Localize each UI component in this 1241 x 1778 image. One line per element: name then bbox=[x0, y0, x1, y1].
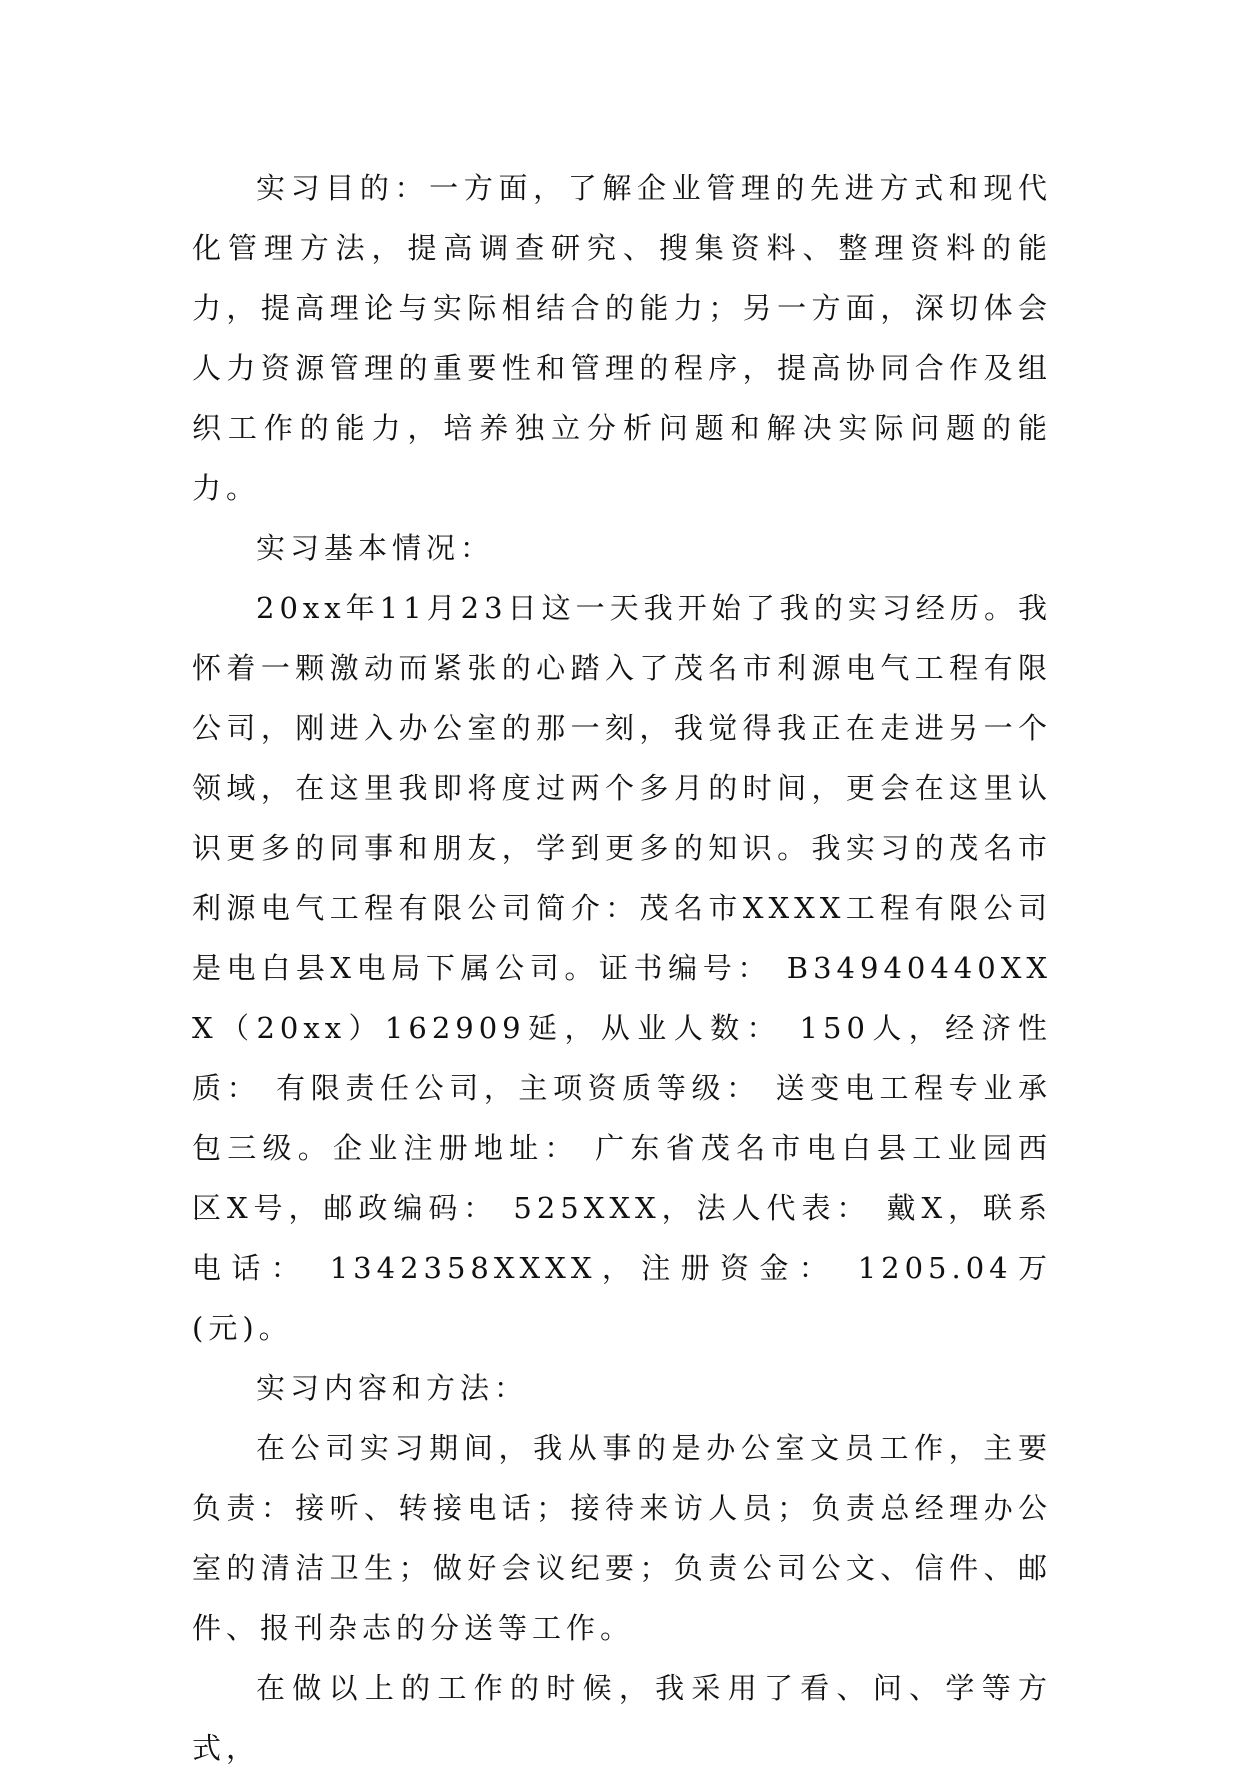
document-body bbox=[192, 158, 1052, 1778]
heading-basic-situation: 实习基本情况： bbox=[256, 531, 495, 565]
paragraph-purpose: 实习目的：一方面，了解企业管理的先进方式和现代化管理方法，提高调查研究、搜集资料、整理资料的能力，提高理论与实际相结合的能力；另一方面，深切体会人力资源管理的重要性和管理的程序，提高协同合作及组织工作的能力，培养独立分析问题和解决实际问题的能力。 bbox=[192, 171, 1052, 505]
paragraph-duties: 在公司实习期间，我从事的是办公室文员工作，主要负责：接听、转接电话；接待来访人员；负责总经理办公室的清洁卫生；做好会议纪要；负责公司公文、信件、邮件、报刊杂志的分送等工作。 bbox=[192, 1431, 1052, 1645]
paragraph-methods: 在做以上的工作的时候，我采用了看、问、学等方式， bbox=[192, 1671, 1052, 1765]
heading-content-methods: 实习内容和方法： bbox=[256, 1371, 529, 1405]
paragraph-company-intro: 20xx年11月23日这一天我开始了我的实习经历。我怀着一颗激动而紧张的心踏入了茂名市利源电气工程有限公司，刚进入办公室的那一刻，我觉得我正在走进另一个领域，在这里我即将度过两个多月的时间，更会在这里认识更多的同事和朋友，学到更多的知识。我实习的茂名市利源电气工程有限公司简介：茂名市XXXX工程有限公司是电白县X电局下属公司。证书编号： B34940440XXX（20xx）162909延，从业人数： 150人，经济性质： 有限责任公司，主项资质等级： 送变电工程专业承包三级。企业注册地址： 广东省茂名市电白县工业园西区X号，邮政编码： 525XXX，法人代表： 戴X，联系电话： 1342358XXXX，注册资金： 1205.04万(元)。 bbox=[192, 591, 1052, 1345]
